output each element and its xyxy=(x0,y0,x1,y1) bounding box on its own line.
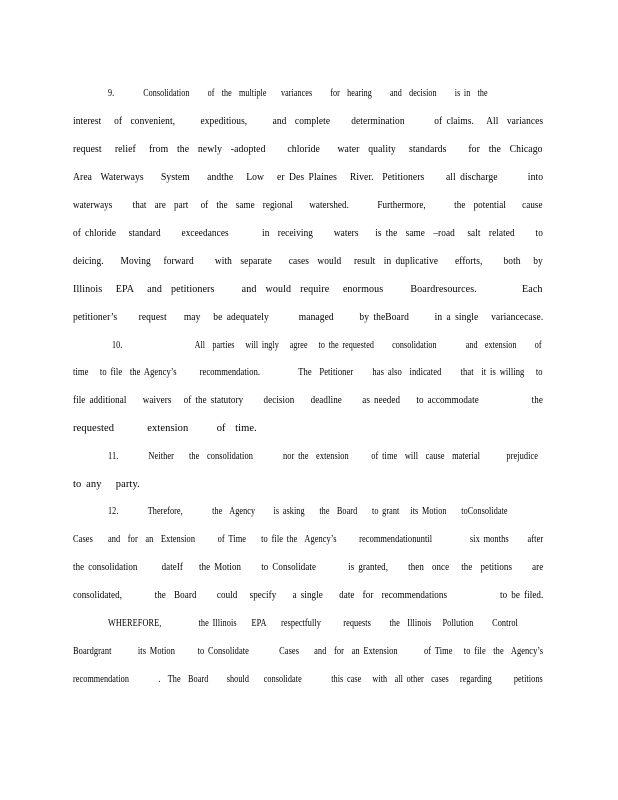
paragraph-9-line-9: petitioner’s request may be adequately managed by theBoard in a single variancecase. xyxy=(73,312,544,323)
paragraph-9-line-3: request relief from the newly -adopted chloride water quality standards for the Chicago xyxy=(73,144,543,155)
paragraph-12-line-1: 12. Therefore, the Agency is asking the Board to grant its Motion toConsolidate xyxy=(108,506,508,517)
paragraph-9-line-2: interest of convenient, expeditious, and complete determination of claims. All variances xyxy=(73,116,544,127)
paragraph-10-line-3: file additional waivers of the statutory decision deadline as needed to accommodate the xyxy=(73,395,543,406)
paragraph-9-line-7: deicing. Moving forward with separate cases would result in duplicative efforts, both by xyxy=(73,256,543,267)
paragraph-10-line-1: 10. All parties will ingly agree to the requested consolidation and extension of xyxy=(112,340,542,351)
wherefore-line-2: Boardgrant its Motion to Consolidate Cases and for an Extension of Time to file the Agency’s xyxy=(73,646,544,657)
paragraph-12-line-3: the consolidation dateIf the Motion to Consolidate is granted, then once the petitions are xyxy=(73,562,544,573)
paragraph-10-line-4: requested extension of time. xyxy=(73,423,257,434)
wherefore-line-3: recommendation . The Board should consolidate this case with all other cases regarding petitions xyxy=(73,674,543,685)
paragraph-11-line-2: to any party. xyxy=(73,479,140,490)
wherefore-line-1: WHEREFORE, the Illinois EPA respectfully requests the Illinois Pollution Control xyxy=(108,618,518,629)
paragraph-11-line-1: 11. Neither the consolidation nor the extension of time will cause material prejudice xyxy=(108,451,539,462)
paragraph-9-line-4: Area Waterways System andthe Low er Des Plaines River. Petitioners all discharge into xyxy=(73,172,544,183)
paragraph-12-line-2: Cases and for an Extension of Time to file the Agency’s recommendationuntil six months after xyxy=(73,534,544,545)
paragraph-9-line-5: waterways that are part of the same regional watershed. Furthermore, the potential cause xyxy=(73,200,543,211)
paragraph-10-line-2: time to file the Agency’s recommendation. The Petitioner has also indicated that it is willing to xyxy=(73,367,543,378)
paragraph-9-line-8: Illinois EPA and petitioners and would require enormous Boardresources. Each xyxy=(73,284,543,295)
paragraph-9-line-6: of chloride standard exceedances in receiving waters is the same –road salt related to xyxy=(73,228,543,239)
paragraph-9-line-1: 9. Consolidation of the multiple variances for hearing and decision is in the xyxy=(108,88,488,99)
paragraph-12-line-4: consolidated, the Board could specify a single date for recommendations to be filed. xyxy=(73,590,544,601)
